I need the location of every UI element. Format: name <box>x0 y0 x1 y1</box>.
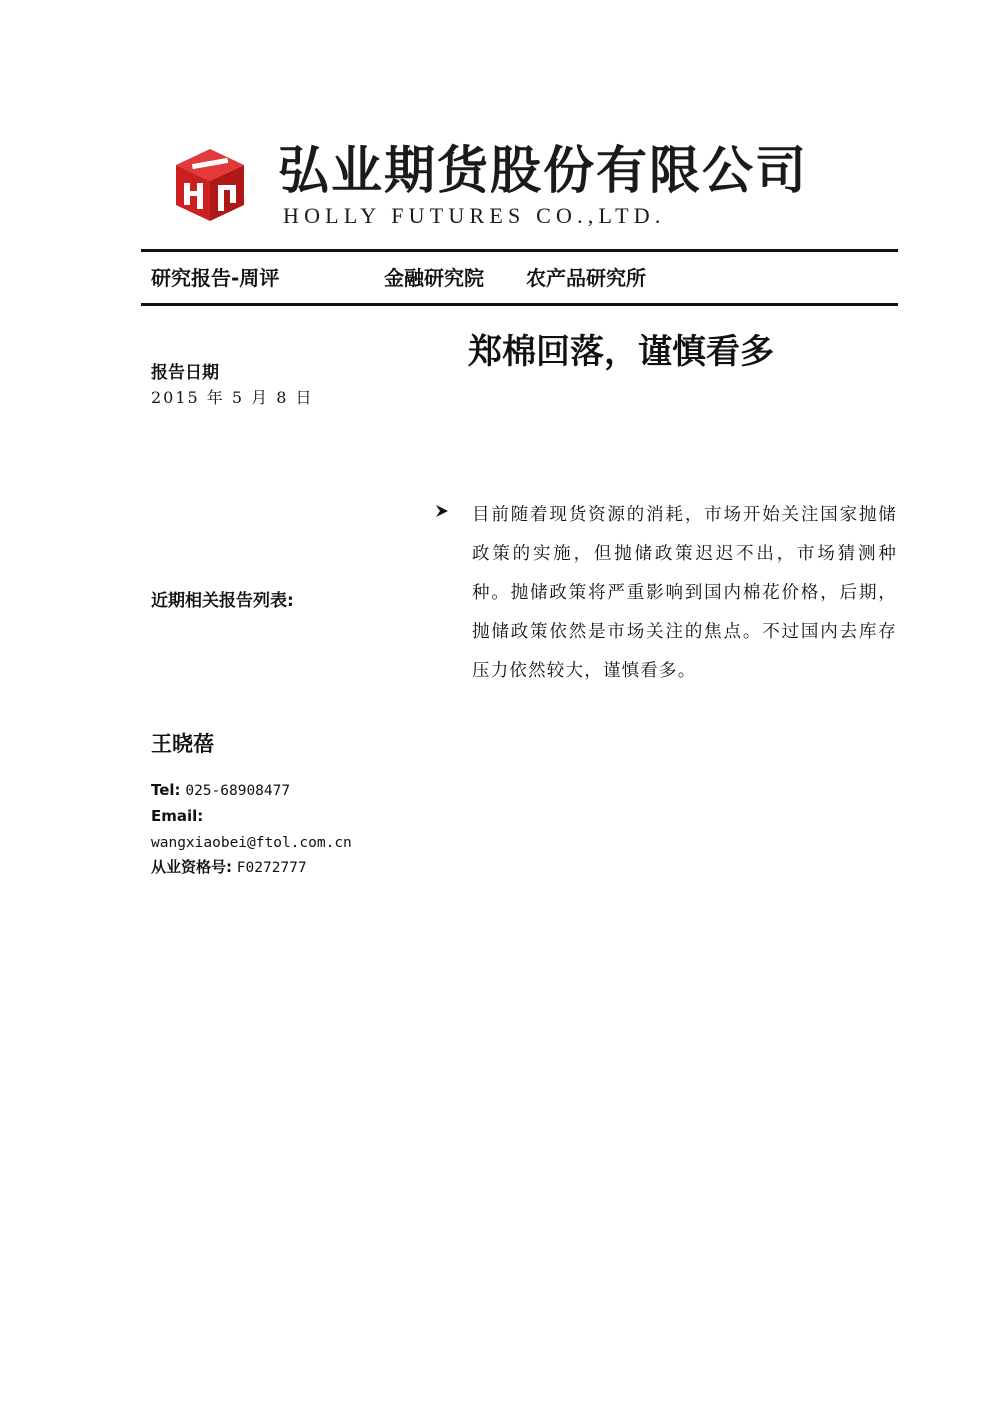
email-label: Email: <box>151 807 204 825</box>
company-logo-icon <box>170 143 250 223</box>
author-tel <box>151 779 290 802</box>
arrow-bullet-icon <box>435 502 449 520</box>
company-name-cn: 弘业期货股份有限公司 <box>278 142 809 201</box>
author-email-line <box>151 831 352 854</box>
report-date-value: 2015 年 5 月 8 日 <box>151 388 314 407</box>
company-name-en: HOLLY FUTURES CO.,LTD. <box>283 203 666 228</box>
license-value: F0272777 <box>236 860 307 876</box>
report-title: 郑棉回落，谨慎看多 <box>468 332 774 372</box>
author-license <box>151 856 307 879</box>
license-label: 从业资格号: <box>151 858 232 876</box>
report-date-label: 报告日期 <box>151 363 219 383</box>
header-bottom-rule <box>141 303 898 306</box>
email-value[interactable]: wangxiaobei@ftol.com.cn <box>151 835 352 851</box>
department-name: 农产品研究所 <box>526 266 646 290</box>
tel-value: 025-68908477 <box>185 783 291 799</box>
author-name: 王晓蓓 <box>151 732 214 756</box>
institute-name: 金融研究院 <box>384 266 484 290</box>
header-top-rule <box>141 249 898 252</box>
recent-reports-label: 近期相关报告列表: <box>151 591 294 611</box>
tel-label: Tel: <box>151 781 181 799</box>
report-type: 研究报告-周评 <box>151 266 280 290</box>
summary-paragraph: 目前随着现货资源的消耗，市场开始关注国家抛储政策的实施，但抛储政策迟迟不出，市场猜测种种。抛储政策将严重影响到国内棉花价格，后期，抛储政策依然是市场关注的焦点。不过国内去库存压力依然较大，谨慎看多。 <box>472 505 897 681</box>
author-email-label-line <box>151 805 203 827</box>
